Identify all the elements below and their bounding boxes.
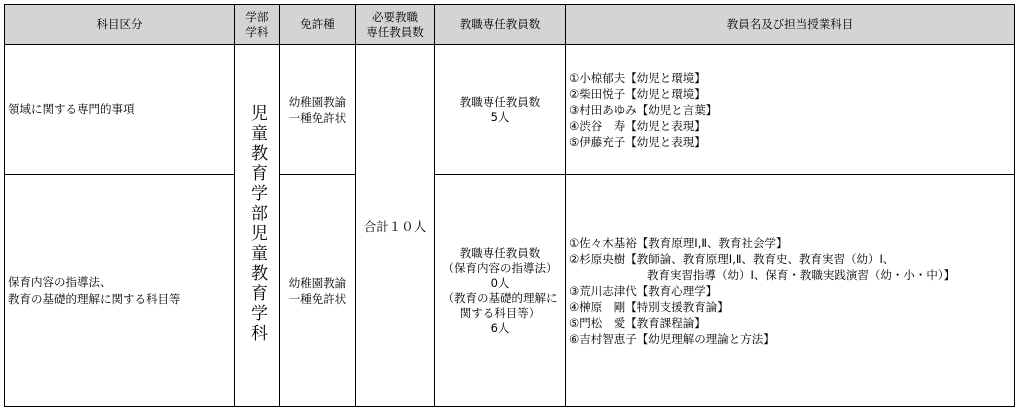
faculty-list-cell [566, 45, 1015, 175]
faculty-item: ②杉原央樹【教師論、教育原理Ⅰ,Ⅱ、教育史、教育実習（幼）Ⅰ、 [569, 251, 895, 266]
header-department [235, 5, 280, 45]
department-name: 児童教育学部児童教育学科 [247, 104, 267, 344]
faculty-count-cell [435, 175, 566, 407]
faculty-item: ④渋谷 寿【幼児と表現】 [569, 118, 706, 133]
faculty-item: ⑤伊藤充子【幼児と表現】 [569, 134, 706, 149]
faculty-item: ③村田あゆみ【幼児と言葉】 [569, 102, 718, 117]
header-required-line2: 専任教員数 [366, 24, 424, 39]
header-row [5, 5, 1015, 45]
license-line: 一種免許状 [288, 291, 347, 306]
count-line: 0人 [490, 275, 510, 290]
license-cell [280, 45, 356, 175]
table-row [5, 175, 1015, 407]
subject-line: 領域に関する専門的事項 [8, 102, 135, 116]
license-line: 幼稚園教諭 [288, 275, 347, 290]
subject-category-cell [5, 45, 235, 175]
license-line: 一種免許状 [288, 110, 347, 125]
faculty-item: ①佐々木基裕【教育原理Ⅰ,Ⅱ、教育社会学】 [569, 235, 788, 250]
header-faculty-and-courses: 教員名及び担当授業科目 [566, 5, 1015, 45]
license-line: 幼稚園教諭 [288, 94, 347, 109]
faculty-item-continuation: 教育実習指導（幼）Ⅰ、保育・教職実践演習（幼・小・中）】 [647, 267, 956, 282]
subject-category-cell [5, 175, 235, 407]
license-cell [280, 175, 356, 407]
faculty-list [569, 70, 1014, 150]
header-required-faculty [356, 5, 435, 45]
subject-line: 教育の基礎的理解に関する科目等 [8, 291, 181, 306]
header-faculty-count: 教職専任教員数 [435, 5, 566, 45]
faculty-item: ⑥吉村智恵子【幼児理解の理論と方法】 [569, 331, 775, 346]
count-line: 5人 [490, 109, 510, 124]
count-line: 教職専任教員数 [459, 94, 541, 109]
faculty-item: ⑤門松 愛【教育課程論】 [569, 315, 706, 330]
header-license-type: 免許種 [280, 5, 356, 45]
faculty-item: ④榊原 剛【特別支援教育論】 [569, 299, 729, 314]
count-line: （保育内容の指導法） [442, 260, 558, 275]
faculty-item: ②柴田悦子【幼児と環境】 [569, 86, 706, 101]
subject-line: 保育内容の指導法、 [8, 274, 112, 289]
faculty-list-cell [566, 175, 1015, 407]
required-total: 合計１０人 [363, 218, 427, 234]
faculty-count-cell [435, 45, 566, 175]
faculty-list [569, 235, 1014, 347]
faculty-table [4, 4, 1015, 407]
count-line: （教育の基礎的理解に [442, 290, 558, 305]
required-total-cell [356, 45, 435, 407]
header-department-line1: 学部 [245, 9, 269, 24]
header-department-line2: 学科 [245, 24, 269, 39]
department-cell [235, 45, 280, 407]
count-line: 6人 [490, 320, 510, 335]
header-subject-category: 科目区分 [5, 5, 235, 45]
table-row [5, 45, 1015, 175]
count-line: 関する科目等） [459, 305, 541, 320]
header-required-line1: 必要教職 [372, 9, 418, 24]
faculty-item: ③荒川志津代【教育心理学】 [569, 283, 718, 298]
faculty-item: ①小椋郁夫【幼児と環境】 [569, 70, 706, 85]
count-line: 教職専任教員数 [459, 245, 541, 260]
